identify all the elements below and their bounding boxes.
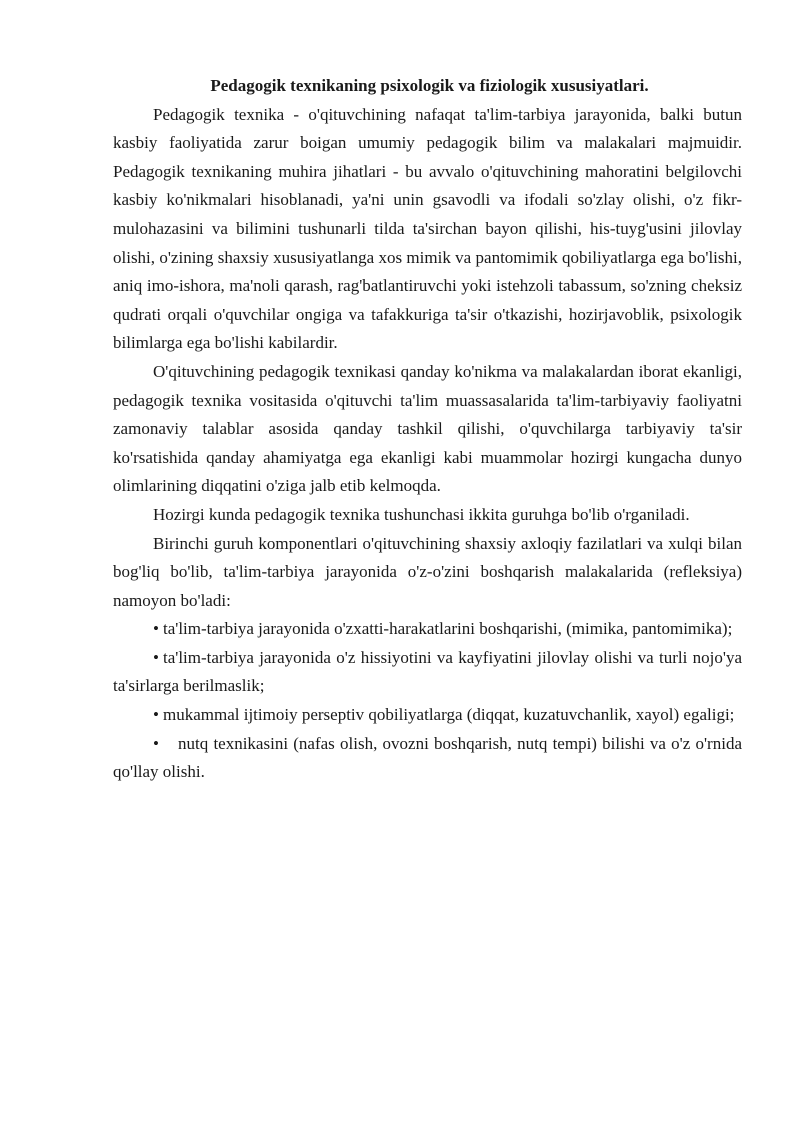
- document-title: Pedagogik texnikaning psixologik va fiziologik xususiyatlari.: [210, 76, 649, 95]
- bullet-marker: •: [153, 733, 159, 753]
- paragraph-groups: Hozirgi kunda pedagogik texnika tushunchasi ikkita guruhga bo'lib o'rganiladi.: [153, 504, 690, 524]
- bullet-marker: •: [153, 619, 159, 639]
- bullet-text: ta'lim-tarbiya jarayonida o'z hissiyotini va kayfiyatini jilovlay olishi va turli nojo'ya ta'sirlarga berilmaslik;: [113, 647, 742, 696]
- bullet-marker: •: [153, 647, 159, 667]
- bullet-item: [113, 615, 742, 644]
- bullet-item: [113, 644, 742, 701]
- bullet-item: [113, 730, 742, 787]
- document-page: [113, 72, 742, 787]
- bullet-text: mukammal ijtimoiy perseptiv qobiliyatlarga (diqqat, kuzatuvchanlik, xayol) egaligi;: [163, 705, 735, 725]
- paragraph-skills: O'qituvchining pedagogik texnikasi qanday ko'nikma va malakalardan iborat ekanligi, pedagogik texnika vositasida o'qituvchi ta'lim muassasalarida ta'lim-tarbiyaviy faoliyatni zamonaviy talablar asosida qanday tashkil qilishi, o'quvchilarga tarbiyaviy ta'sir ko'rsatishida qanday ahamiyatga ega ekanligi kabi muammolar hozirgi kungacha dunyo olimlarining diqqatini o'ziga jalb etib kelmoqda.: [113, 361, 742, 496]
- bullet-marker: •: [153, 705, 159, 725]
- paragraph-intro: Pedagogik texnika - o'qituvchining nafaqat ta'lim-tarbiya jarayonida, balki butun kasbiy faoliyatida zarur boigan umumiy pedagogik bilim va malakalari majmuidir. Pedagogik texnikaning muhira jihatlari - bu avvalo o'qituvchining mahoratini belgilovchi kasbiy ko'nikmalari hisoblanadi, ya'ni unin gsavodli va ifodali so'zlay olishi, o'z fikr-mulohazasini va bilimini tushunarli tilda ta'sirchan bayon qilishi, his-tuyg'usini jilovlay olishi, o'zining shaxsiy xususiyatlanga xos mimik va pantomimik qobiliyatlarga ega bo'lishi, aniq imo-ishora, ma'noli qarash, rag'batlantiruvchi yoki istehzoli tabassum, so'zning cheksiz qudrati orqali o'quvchilar ongiga va tafakkuriga ta'sir o'tkazishi, hozirjavoblik, psixologik bilimlarga ega bo'lishi kabilardir.: [113, 104, 742, 353]
- paragraph-first-group: Birinchi guruh komponentlari o'qituvchining shaxsiy axloqiy fazilatlari va xulqi bilan bog'liq bo'lib, ta'lim-tarbiya jarayonida o'z-o'zini boshqarish malakalarida (refleksiya) namoyon bo'ladi:: [113, 533, 742, 610]
- bullet-text: nutq texnikasini (nafas olish, ovozni boshqarish, nutq tempi) bilishi va o'z o'rnida qo'llay olishi.: [113, 733, 742, 782]
- bullet-item: [113, 701, 742, 730]
- bullet-text: ta'lim-tarbiya jarayonida o'zxatti-harakatlarini boshqarishi, (mimika, pantomimika);: [163, 619, 733, 639]
